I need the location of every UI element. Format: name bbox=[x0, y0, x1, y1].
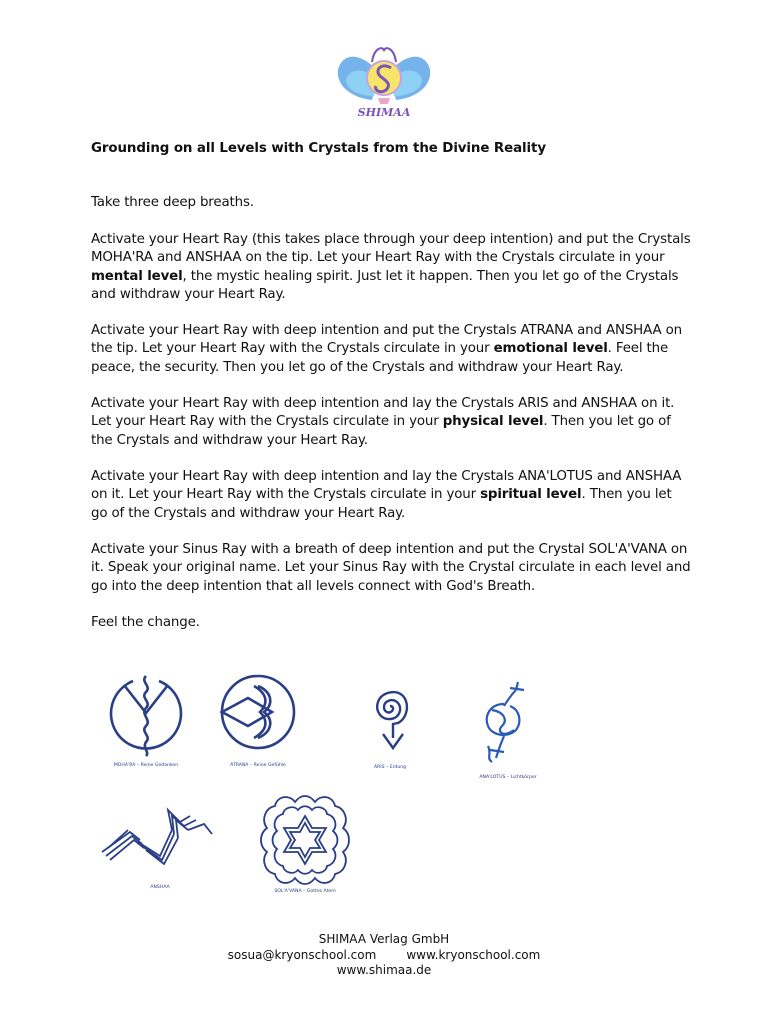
atrana-symbol-icon bbox=[222, 676, 294, 748]
footer-company: SHIMAA Verlag GmbH bbox=[318, 932, 450, 946]
paragraph-text: . Feel the peace, the security. Then you let go of the Crystals and withdraw your Heart Ray. bbox=[91, 341, 669, 375]
atrana-symbol bbox=[214, 672, 306, 772]
bold-text: spiritual level bbox=[480, 487, 582, 503]
analotus-symbol-icon bbox=[487, 682, 524, 762]
symbol-caption: ANSHAA bbox=[150, 885, 170, 890]
paragraph-text: Feel the change. bbox=[91, 615, 200, 630]
footer-website-kryonschool[interactable]: www.kryonschool.com bbox=[406, 947, 541, 962]
footer-website-shimaa[interactable]: www.shimaa.de bbox=[336, 963, 432, 977]
solavana-symbol bbox=[250, 794, 360, 898]
anshaa-symbol-icon bbox=[102, 810, 212, 864]
moharia-symbol-icon bbox=[111, 676, 181, 756]
moharia-symbol bbox=[100, 668, 192, 772]
paragraph bbox=[91, 395, 691, 450]
paragraph bbox=[91, 614, 691, 632]
footer-contacts bbox=[0, 948, 768, 964]
symbol-caption: ANA'LOTUS – Lichtkörper bbox=[479, 775, 537, 780]
paragraph-text: Activate your Heart Ray with deep intention and lay the Crystals ANA'LOTUS and ANSHAA on it. Let your Heart Ray with the Crystals circulate in your bbox=[91, 469, 682, 503]
paragraph-text: Activate your Sinus Ray with a breath of deep intention and put the Crystal SOL'A'VANA on it. Speak your original name. Let your Sinus Ray with the Crystal circulate in each level and go into the deep intention that all levels connect with God's Breath. bbox=[91, 542, 691, 594]
paragraph-text: Activate your Heart Ray with deep intention and lay the Crystals ARIS and ANSHAA on it. Let your Heart Ray with the Crystals circulate in your bbox=[91, 396, 675, 430]
anshaa-symbol bbox=[100, 800, 224, 894]
aris-symbol-icon bbox=[377, 692, 407, 748]
paragraph-text: . Then you let go of the Crystals and withdraw your Heart Ray. bbox=[91, 414, 671, 448]
paragraph-text: Take three deep breaths. bbox=[91, 195, 254, 210]
paragraph bbox=[91, 468, 691, 523]
symbol-caption: SOL'A'VANA – Gottes Atem bbox=[274, 889, 336, 894]
bold-text: physical level bbox=[442, 414, 544, 430]
paragraph bbox=[91, 231, 691, 304]
symbol-caption: ATRANA – Reine Gefühle bbox=[230, 763, 286, 768]
paragraph-text: . Then you let go of the Crystals and withdraw your Heart Ray. bbox=[91, 487, 672, 521]
paragraph bbox=[91, 541, 691, 596]
bold-text: emotional level bbox=[493, 341, 608, 357]
symbol-caption: ARIS – Erdung bbox=[373, 765, 407, 770]
paragraph-text: Activate your Heart Ray with deep intention and put the Crystals ATRANA and ANSHAA on the tip. Let your Heart Ray with the Crystals circulate in your bbox=[91, 323, 682, 357]
paragraph bbox=[91, 194, 691, 212]
paragraph-text: Activate your Heart Ray (this takes place through your deep intention) and put the Crystals MOHA'RA and ANSHAA on the tip. Let your Heart Ray with the Crystals circulate in your bbox=[91, 232, 691, 266]
footer bbox=[0, 932, 768, 979]
shimaa-logo bbox=[332, 42, 436, 132]
analotus-symbol bbox=[452, 680, 564, 784]
page-title: Grounding on all Levels with Crystals from the Divine Reality bbox=[91, 141, 546, 156]
symbol-caption: MOHA'RA – Reine Gedanken bbox=[113, 763, 179, 768]
bold-text: mental level bbox=[91, 268, 183, 284]
solavana-symbol-icon bbox=[261, 796, 349, 884]
paragraph-text: , the mystic healing spirit. Just let it happen. Then you let go of the Crystals and withdraw your Heart Ray. bbox=[91, 268, 679, 302]
footer-email[interactable]: sosua@kryonschool.com bbox=[227, 947, 377, 962]
aris-symbol bbox=[352, 676, 428, 776]
paragraph bbox=[91, 322, 691, 377]
logo-text: SHIMAA bbox=[357, 106, 411, 119]
